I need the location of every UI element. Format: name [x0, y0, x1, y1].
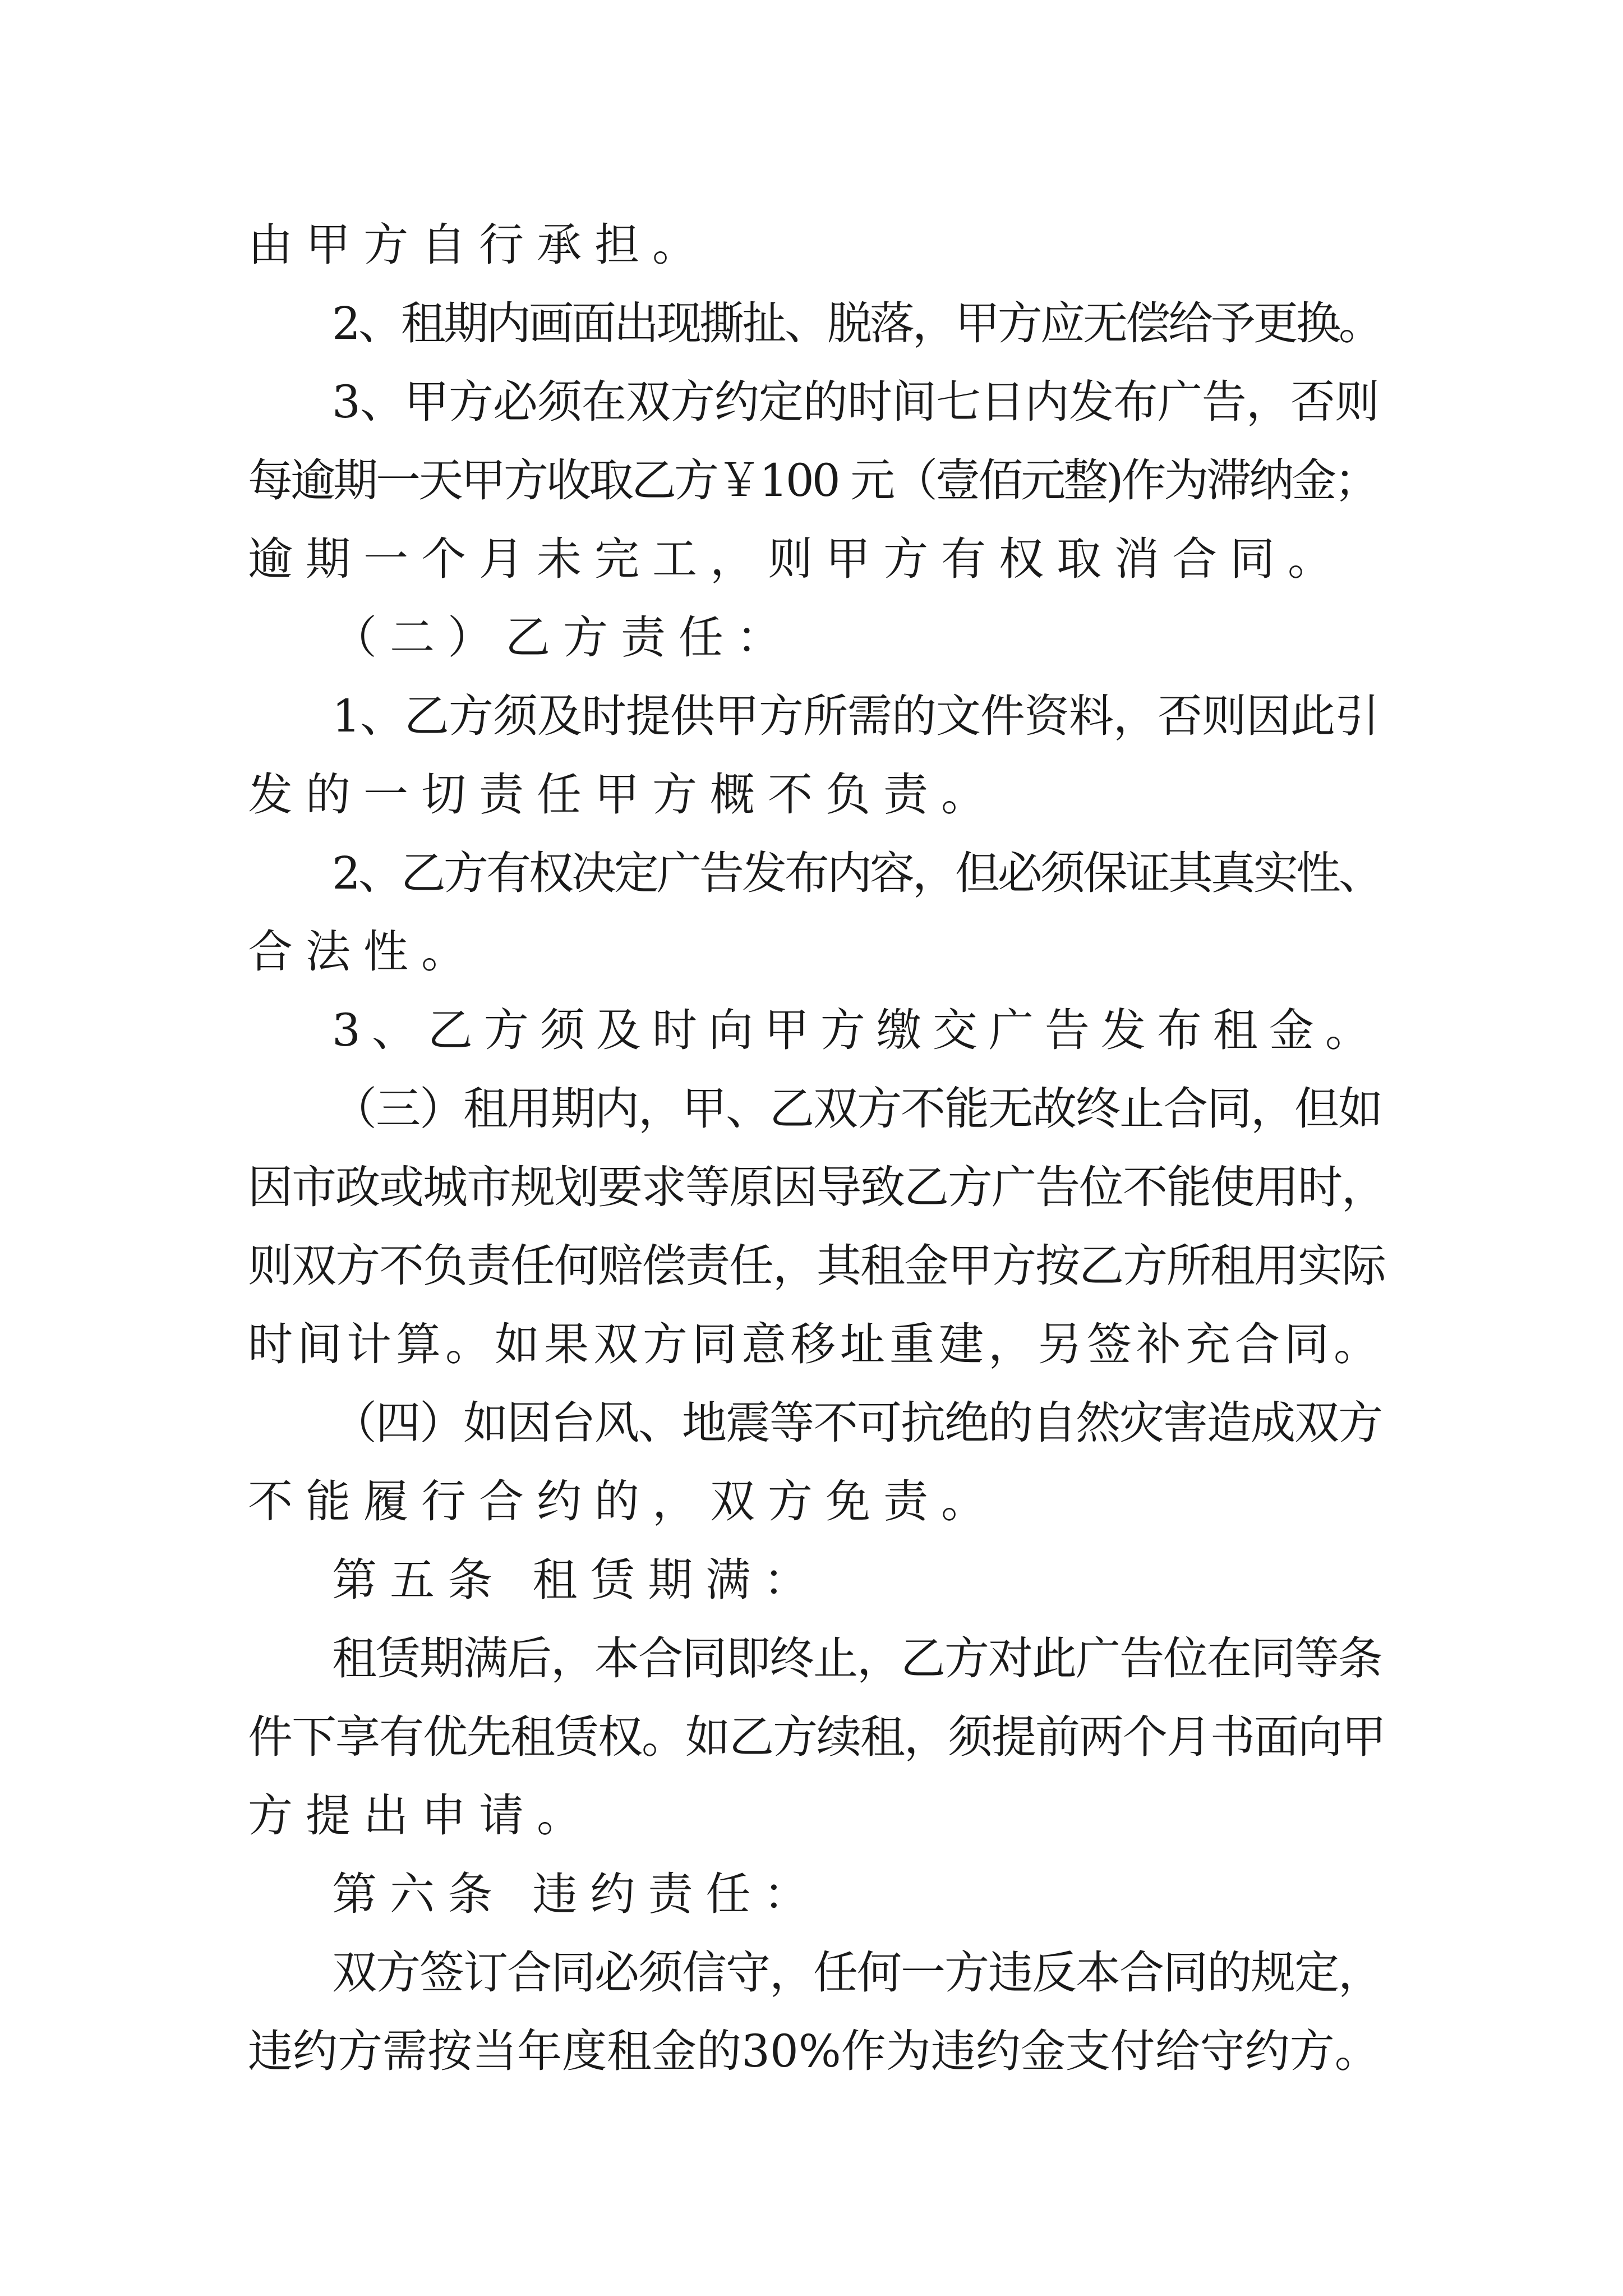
- text-line-9: 2、乙方有权决定广告发布内容，但必须保证其真实性、: [332, 847, 1381, 899]
- text-line-3: 3、甲方必须在双方约定的时间七日内发布广告，否则: [332, 376, 1379, 428]
- text-line-16: （四）如因台风、地震等不可抗绝的自然灾害造成双方: [332, 1397, 1382, 1449]
- text-line-5: 逾期一个月未完工，则甲方有权取消合同。: [248, 533, 1345, 585]
- text-line-10: 合法性。: [248, 926, 479, 978]
- text-line-2: 2、租期内画面出现撕扯、脱落，甲方应无偿给予更换。: [332, 297, 1381, 349]
- text-line-24: 违约方需按当年度租金的30%作为违约金支付给守约方。: [248, 2025, 1380, 2077]
- text-line-8: 发的一切责任甲方概不负责。: [248, 769, 999, 821]
- text-line-12: （三）租用期内，甲、乙双方不能无故终止合同，但如: [332, 1083, 1382, 1135]
- text-line-14: 则双方不负责任何赔偿责任，其租金甲方按乙方所租用实际: [248, 1240, 1385, 1292]
- text-line-13: 因市政或城市规划要求等原因导致乙方广告位不能使用时，: [248, 1161, 1385, 1213]
- text-line-22: 第六条 违约责任：: [332, 1868, 822, 1920]
- text-line-4: 每逾期一天甲方收取乙方￥100 元（壹佰元整)作为滞纳金；: [248, 454, 1377, 507]
- text-line-6: （二）乙方责任：: [332, 611, 794, 664]
- text-line-11: 3、乙方须及时向甲方缴交广告发布租金。: [332, 1004, 1381, 1056]
- text-line-7: 1、乙方须及时提供甲方所需的文件资料，否则因此引: [332, 690, 1379, 742]
- text-line-19: 租赁期满后，本合同即终止，乙方对此广告位在同等条: [332, 1632, 1382, 1685]
- text-line-15: 时间计算。如果双方同意移址重建，另签补充合同。: [248, 1318, 1383, 1370]
- text-line-17: 不能履行合约的，双方免责。: [248, 1475, 999, 1527]
- text-line-23: 双方签订合同必须信守，任何一方违反本合同的规定，: [332, 1947, 1382, 1999]
- text-line-1: 由甲方自行承担。: [248, 219, 710, 271]
- text-line-20: 件下享有优先租赁权。如乙方续租，须提前两个月书面向甲: [248, 1711, 1385, 1763]
- text-line-18: 第五条 租赁期满：: [332, 1554, 822, 1606]
- text-line-21: 方提出申请。: [248, 1789, 594, 1842]
